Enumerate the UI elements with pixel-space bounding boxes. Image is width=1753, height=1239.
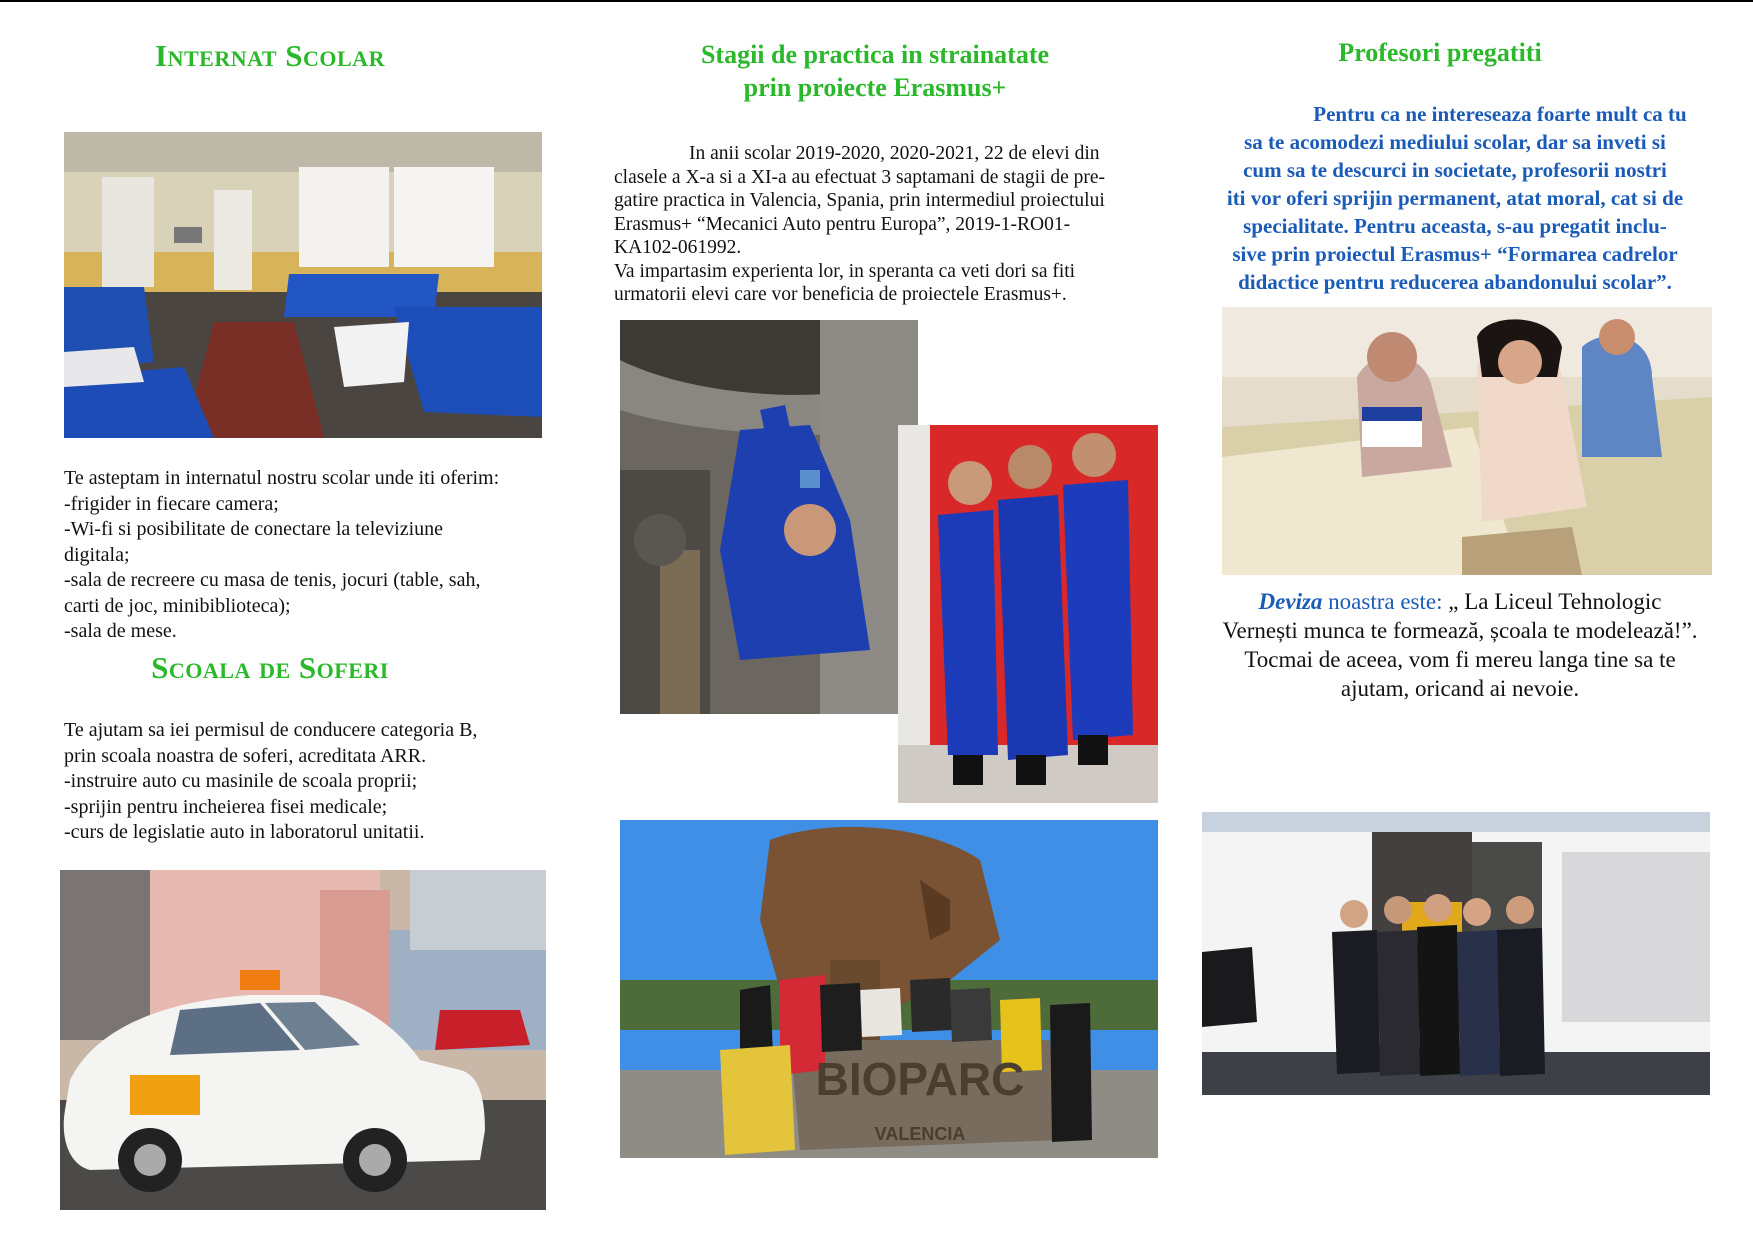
- dorm-item: digitala;: [64, 543, 130, 566]
- paragraph-line: clasele a X-a si a XI-a au efectuat 3 saptamani de stagii de pre-: [614, 166, 1106, 188]
- dorm-item: carti de joc, minibiblioteca);: [64, 594, 291, 617]
- heading-internat-scolar: Internat Scolar: [155, 38, 385, 73]
- bioparc-sign-text: BIOPARC: [815, 1053, 1025, 1105]
- motto-line: ajutam, oricand ai nevoie.: [1340, 676, 1580, 701]
- motto-line: Tocmai de aceea, vom fi mereu langa tine sa te: [1244, 647, 1676, 672]
- dorm-description: [64, 466, 499, 645]
- bioparc-city-text: VALENCIA: [874, 1124, 966, 1144]
- photo-driving-school-car: [60, 870, 546, 1210]
- photo-group-at-car-workshop: [1202, 812, 1710, 1095]
- heading-line: Stagii de practica in strainatate: [700, 40, 1050, 69]
- paragraph-line: KA102-061992.: [614, 237, 742, 258]
- driving-school-description: [64, 718, 477, 846]
- dorm-item: -Wi-fi si posibilitate de conectare la televiziune: [64, 518, 444, 540]
- paragraph-line: specialitate. Pentru aceasta, s-au pregatit inclu-: [1243, 214, 1667, 238]
- dorm-intro-text: Te asteptam in internatul nostru scolar unde iti oferim:: [64, 467, 500, 489]
- driving-line: prin scoala noastra de soferi, acreditata ARR.: [64, 744, 427, 767]
- paragraph-line: iti vor oferi sprijin permanent, atat moral, cat si de: [1226, 186, 1684, 210]
- dorm-item: -frigider in fiecare camera;: [64, 492, 279, 515]
- driving-line: Te ajutam sa iei permisul de conducere categoria B,: [64, 719, 478, 741]
- heading-scoala-de-soferi: Scoala de Soferi: [151, 650, 389, 685]
- heading-stagii-de-practica: [600, 38, 1150, 104]
- paragraph-line: cum sa te descurci in societate, profesorii nostri: [1243, 158, 1667, 182]
- driving-line: -curs de legislatie auto in laboratorul unitatii.: [64, 821, 425, 843]
- motto-label: Deviza: [1258, 589, 1323, 614]
- paragraph-line: sive prin proiectul Erasmus+ “Formarea cadrelor: [1232, 242, 1678, 266]
- paragraph-line: Va impartasim experienta lor, in speranta ca veti dori sa fiti: [614, 260, 1076, 282]
- paragraph-line: gatire practica in Valencia, Spania, prin intermediul proiectului: [614, 190, 1105, 211]
- photo-dormitory-dining-room: [64, 132, 542, 438]
- erasmus-practice-paragraph: [614, 142, 1105, 307]
- driving-line: -instruire auto cu masinile de scoala proprii;: [64, 770, 418, 792]
- heading-line: prin proiecte Erasmus+: [743, 73, 1007, 102]
- top-border-line: [0, 0, 1753, 2]
- dorm-item: -sala de recreere cu masa de tenis, jocuri (table, sah,: [64, 569, 481, 591]
- photo-student-working-under-car: [620, 320, 918, 714]
- paragraph-line: didactice pentru reducerea abandonului scolar”.: [1238, 270, 1672, 294]
- paragraph-line: sa te acomodezi mediului scolar, dar sa inveti si: [1244, 130, 1666, 154]
- dorm-item: -sala de mese.: [64, 620, 177, 642]
- teachers-paragraph: [1190, 100, 1720, 296]
- school-motto: [1195, 587, 1725, 703]
- paragraph-line: Pentru ca ne intereseaza foarte mult ca tu: [1313, 102, 1687, 126]
- driving-line: -sprijin pentru incheierea fisei medicale;: [64, 795, 388, 818]
- paragraph-line: Erasmus+ “Mecanici Auto pentru Europa”, 2019-1-RO01-: [614, 213, 1071, 235]
- heading-profesori-pregatiti: Profesori pregatiti: [1338, 38, 1542, 67]
- motto-line: Vernești munca te formează, școala te modelează!”.: [1222, 618, 1698, 643]
- photo-bioparc-valencia-group: [620, 820, 1158, 1158]
- paragraph-line: In anii scolar 2019-2020, 2020-2021, 22 de elevi din: [689, 143, 1100, 164]
- photo-three-students-in-uniforms: [898, 425, 1158, 803]
- photo-teacher-training-session: [1222, 307, 1712, 575]
- paragraph-line: urmatorii elevi care vor beneficia de proiectele Erasmus+.: [614, 284, 1067, 305]
- motto-text: „ La Liceul Tehnologic: [1442, 589, 1662, 614]
- motto-label-rest: noastra este:: [1322, 589, 1443, 614]
